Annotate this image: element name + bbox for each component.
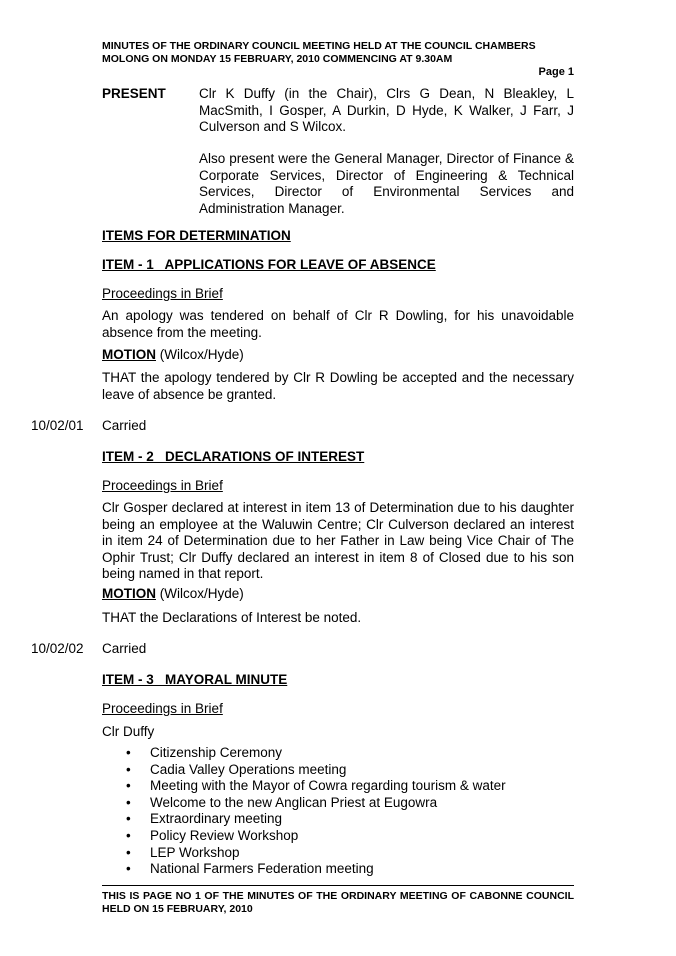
list-item-text: Welcome to the new Anglican Priest at Eugowra: [150, 794, 438, 810]
list-item: [102, 845, 506, 862]
list-item-text: Policy Review Workshop: [150, 827, 299, 843]
item-1-heading: ITEM - 1 APPLICATIONS FOR LEAVE OF ABSENCE: [102, 257, 436, 272]
list-item: [102, 811, 506, 828]
item-3-heading: ITEM - 3 MAYORAL MINUTE: [102, 672, 288, 687]
bullet-icon: •: [126, 778, 131, 794]
motion-movers: (Wilcox/Hyde): [156, 347, 244, 362]
list-item-text: Cadia Valley Operations meeting: [150, 761, 347, 777]
list-item: [102, 778, 506, 795]
mayoral-minute-list: [102, 745, 506, 878]
document-header: [102, 40, 574, 66]
list-item: [102, 861, 506, 878]
bullet-icon: •: [126, 827, 131, 843]
item-1-resolution-number: 10/02/01: [31, 418, 84, 433]
list-item-text: Extraordinary meeting: [150, 811, 283, 827]
list-item-text: LEP Workshop: [150, 844, 240, 860]
item-2-resolution: THAT the Declarations of Interest be noted.: [102, 610, 362, 625]
item-1-result: Carried: [102, 418, 147, 433]
list-item-text: Meeting with the Mayor of Cowra regarding tourism & water: [150, 778, 506, 794]
footer-divider: [102, 885, 574, 886]
list-item-text: National Farmers Federation meeting: [150, 861, 374, 877]
list-item: [102, 762, 506, 779]
present-councillors: Clr K Duffy (in the Chair), Clrs G Dean, N Bleakley, L MacSmith, I Gosper, A Durkin, D Hyde, K Walker, J Farr, J Culverson and S Wilcox.: [199, 86, 574, 134]
item-1-text: An apology was tendered on behalf of Clr R Dowling, for his unavoidable absence from the meeting.: [102, 308, 574, 340]
item-2-motion: [102, 586, 244, 601]
header-line-1: MINUTES OF THE ORDINARY COUNCIL MEETING HELD AT THE COUNCIL CHAMBERS: [102, 40, 536, 52]
list-item: [102, 795, 506, 812]
list-item: [102, 745, 506, 762]
bullet-icon: •: [126, 794, 131, 810]
present-staff: Also present were the General Manager, Director of Finance & Corporate Services, Director of Engineering & Technical Services, Director of Environmental Services and Administration Manager.: [199, 151, 574, 216]
list-item: [102, 828, 506, 845]
item-2-resolution-number: 10/02/02: [31, 641, 84, 656]
page-footer: THIS IS PAGE NO 1 OF THE MINUTES OF THE ORDINARY MEETING OF CABONNE COUNCIL HELD ON 15 FEBRUARY, 2010: [102, 890, 574, 915]
item-3-speaker: Clr Duffy: [102, 724, 155, 739]
item-1-proceedings: Proceedings in Brief: [102, 286, 223, 301]
item-2-proceedings: Proceedings in Brief: [102, 478, 223, 493]
motion-movers: (Wilcox/Hyde): [156, 586, 244, 601]
motion-label: MOTION: [102, 347, 156, 362]
bullet-icon: •: [126, 811, 131, 827]
present-label: PRESENT: [102, 86, 166, 101]
item-1-motion: [102, 347, 244, 362]
item-2-result: Carried: [102, 641, 147, 656]
bullet-icon: •: [126, 745, 131, 760]
bullet-icon: •: [126, 761, 131, 777]
bullet-icon: •: [126, 861, 131, 877]
item-1-resolution: THAT the apology tendered by Clr R Dowling be accepted and the necessary leave of absence be granted.: [102, 370, 574, 402]
header-line-2: MOLONG ON MONDAY 15 FEBRUARY, 2010 COMMENCING AT 9.30AM: [102, 53, 453, 65]
bullet-icon: •: [126, 844, 131, 860]
list-item-text: Citizenship Ceremony: [150, 745, 283, 760]
section-title: ITEMS FOR DETERMINATION: [102, 228, 291, 243]
item-2-text: Clr Gosper declared at interest in item 13 of Determination due to his daughter being an employee at the Waluwin Centre; Clr Culverson declared an interest in item 24 of Determination due to her Father in Law being Vice Chair of The Ophir Trust; Clr Duffy declared an interest in item 8 of Closed due to his son being named in that report.: [102, 500, 574, 581]
page-number: Page 1: [538, 66, 574, 78]
motion-label: MOTION: [102, 586, 156, 601]
item-2-heading: ITEM - 2 DECLARATIONS OF INTEREST: [102, 449, 365, 464]
item-3-proceedings: Proceedings in Brief: [102, 701, 223, 716]
